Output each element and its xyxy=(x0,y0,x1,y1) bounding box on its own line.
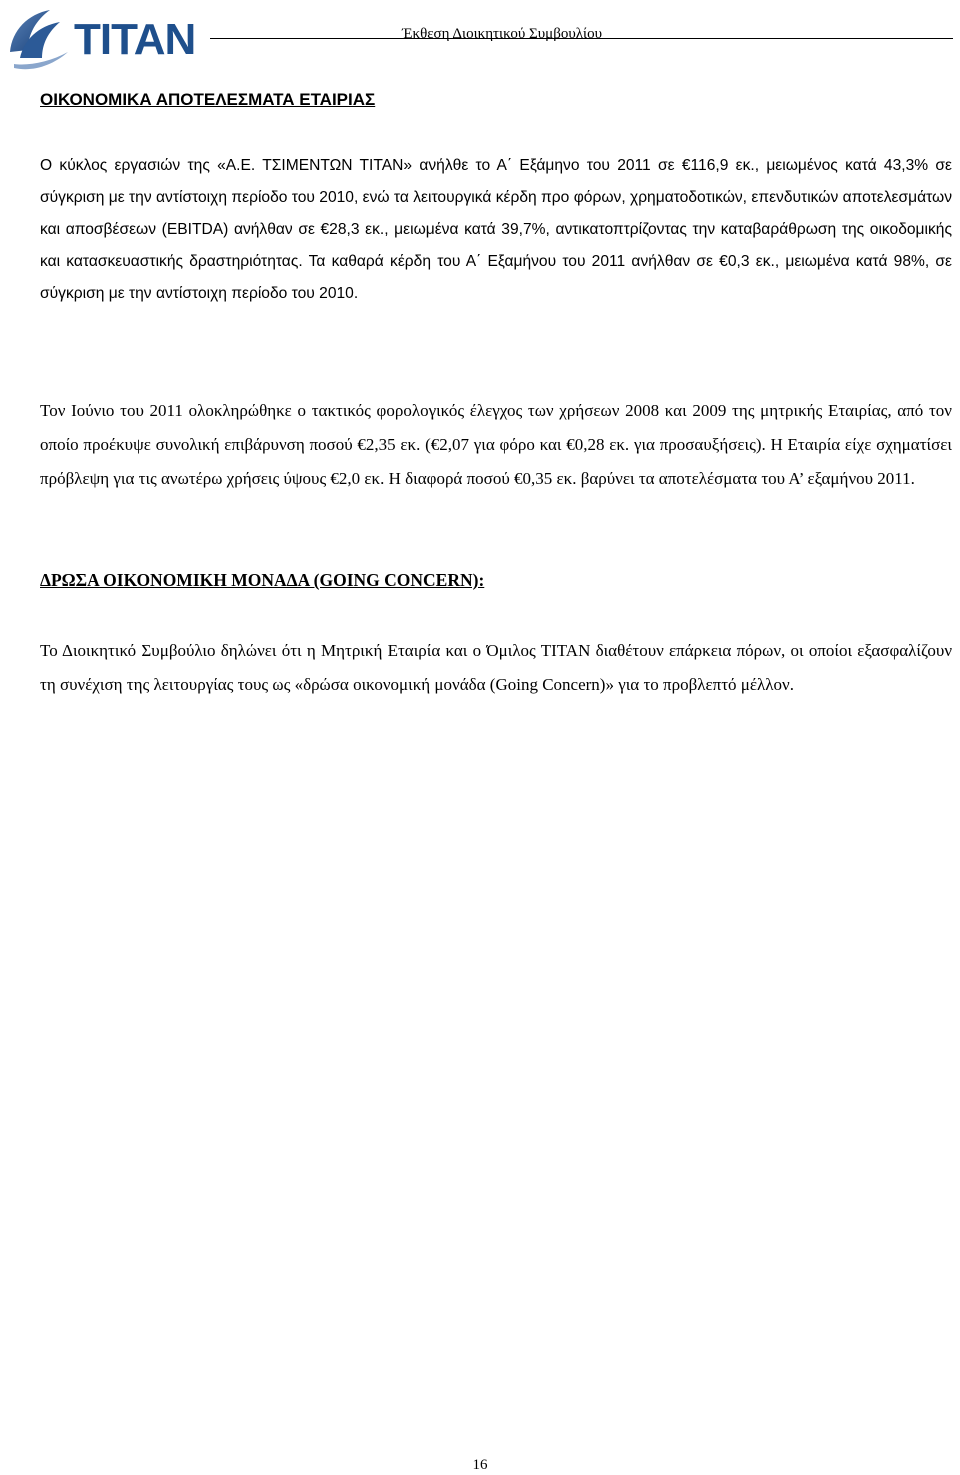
page-number: 16 xyxy=(472,1457,488,1473)
page-header xyxy=(0,0,960,80)
paragraph-revenue: Ο κύκλος εργασιών της «Α.Ε. ΤΣΙΜΕΝΤΩΝ ΤΙΤΑΝ» ανήλθε το Α΄ Εξάμηνο του 2011 σε €116,9 εκ., μειωμένος κατά 43,3% σε σύγκριση με την αντίστοιχη περίοδο του 2010, ενώ τα λειτουργικά κέρδη προ φόρων, χρηματοδοτικών, επενδυτικών αποτελεσμάτων και αποσβέσεων (EBITDA) ανήλθαν σε €28,3 εκ., μειωμένα κατά 39,7%, αντικατοπτρίζοντας την καταβαράθρωση της οικοδομικής και κατασκευαστικής δραστηριότητας. Τα καθαρά κέρδη του Α΄ Εξαμήνου του 2011 ανήλθαν σε €0,3 εκ., μειωμένα κατά 98%, σε σύγκριση με την αντίστοιχη περίοδο του 2010. xyxy=(40,157,952,302)
logo-wordmark: TITAN xyxy=(74,15,196,64)
section-heading-going-concern: ΔΡΩΣΑ ΟΙΚΟΝΟΜΙΚΗ ΜΟΝΑΔΑ (GOING CONCERN): xyxy=(40,570,485,590)
report-title: Έκθεση Διοικητικού Συμβουλίου xyxy=(402,26,602,42)
titan-emblem-icon xyxy=(6,6,76,72)
paragraph-tax-audit: Τον Ιούνιο του 2011 ολοκληρώθηκε ο τακτικός φορολογικός έλεγχος των χρήσεων 2008 και 2009 της μητρικής Εταιρίας, από τον οποίο προέκυψε συνολική επιβάρυνση ποσού €2,35 εκ. (€2,07 για φόρο και €0,28 εκ. για προσαυξήσεις). Η Εταιρία είχε σχηματίσει πρόβλεψη για τις ανωτέρω χρήσεις ύψους €2,0 εκ. Η διαφορά ποσού €0,35 εκ. βαρύνει τα αποτελέσματα του Α’ εξαμήνου 2011. xyxy=(40,401,952,488)
titan-logo xyxy=(6,6,214,72)
section-heading-financial-results: ΟΙΚΟΝΟΜΙΚΑ ΑΠΟΤΕΛΕΣΜΑΤΑ ΕΤΑΙΡΙΑΣ xyxy=(40,90,376,109)
paragraph-going-concern: Το Διοικητικό Συμβούλιο δηλώνει ότι η Μητρική Εταιρία και ο Όμιλος ΤΙΤΑΝ διαθέτουν επάρκεια πόρων, οι οποίοι εξασφαλίζουν τη συνέχιση της λειτουργίας τους ως «δρώσα οικονομική μονάδα (Going Concern)» για το προβλεπτό μέλλον. xyxy=(40,641,952,694)
